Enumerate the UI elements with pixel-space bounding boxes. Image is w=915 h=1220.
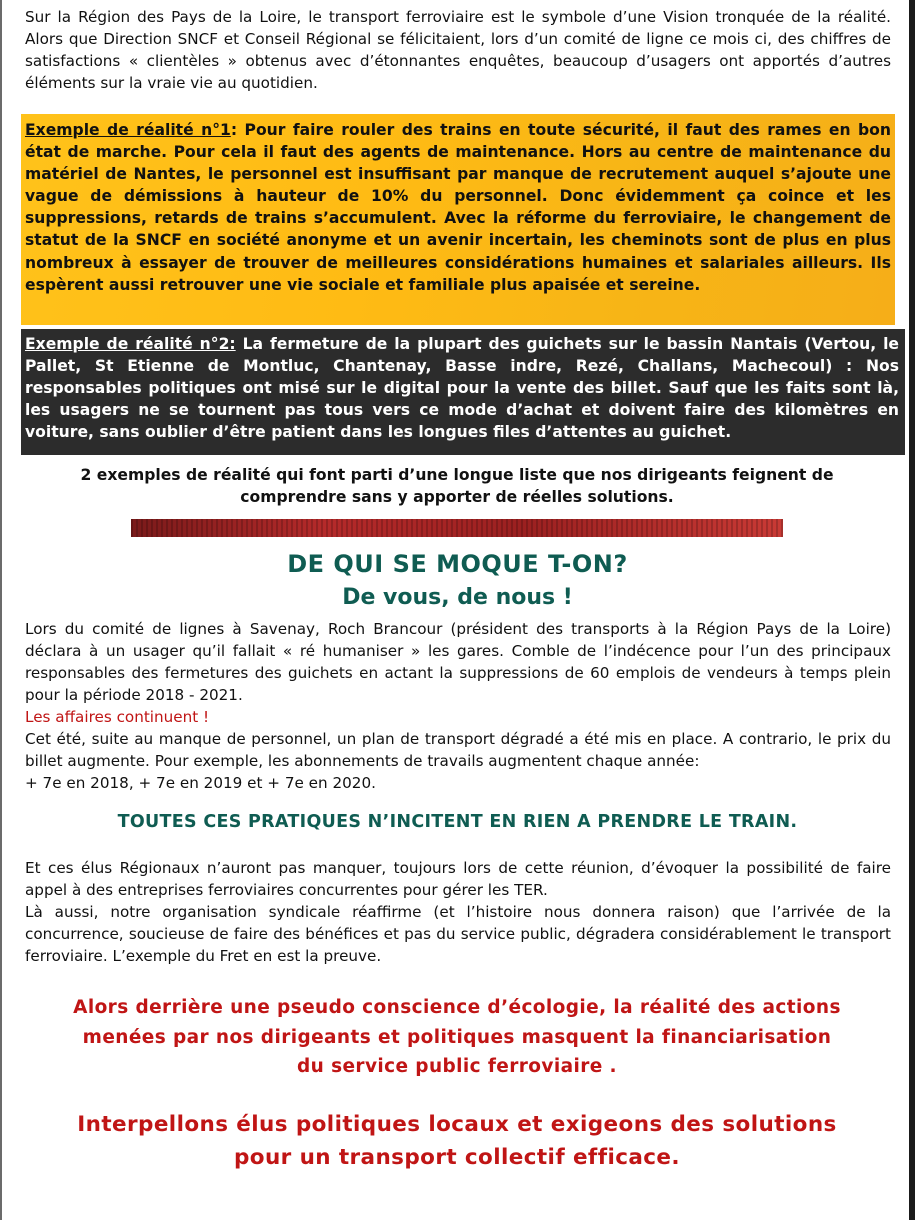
section-2 — [25, 857, 891, 967]
section-1-red-line: Les affaires continuent ! — [25, 708, 210, 726]
example-2-body: La fermeture de la plupart des guichets sur le bassin Nantais (Vertou, le Pallet, St Etienne de Montluc, Chantenay, Basse indre, Rezé, Challans, Machecoul) : Nos responsables politiques ont misé sur le digital pour la vente des billet. Sauf que les faits sont là, les usagers ne se tournent pas tous vers ce mode d’achat et doivent faire des kilomètres en voiture, sans oublier d’être patient dans les longues files d’attentes au guichet. — [25, 335, 899, 442]
call-line-1: Interpellons élus politiques locaux et exigeons des solutions — [77, 1112, 837, 1137]
left-border — [0, 0, 2, 1220]
example-2-box — [21, 329, 905, 455]
example-2-label: Exemple de réalité n°2: — [25, 335, 236, 353]
conclusion-text — [20, 993, 894, 1082]
summary-line-1: 2 exemples de réalité qui font parti d’une longue liste que nos dirigeants feignent de — [80, 466, 834, 484]
example-1-body: : Pour faire rouler des trains en toute sécurité, il faut des rames en bon état de marche. Pour cela il faut des agents de maintenance. Hors au centre de maintenance du matériel de Nantes, le personnel est insuffisant par manque de recrutement auquel s’ajoute une vague de démissions à hauteur de 10% du personnel. Donc évidemment ça coince et les suppressions, retards de trains s’accumulent. Avec la réforme du ferroviaire, le changement de statut de la SNCF en société anonyme et un avenir incertain, les cheminots sont de plus en plus nombreux à essayer de trouver de meilleures considérations humaines et salariales ailleurs. Ils espèrent aussi retrouver une vie sociale et familiale plus apaisée et sereine. — [25, 121, 891, 294]
decorative-red-banner — [131, 519, 783, 537]
right-border — [909, 0, 915, 1220]
slogan: TOUTES CES PRATIQUES N’INCITENT EN RIEN A PRENDRE LE TRAIN. — [117, 812, 798, 832]
section-2-paragraph-1: Et ces élus Régionaux n’auront pas manquer, toujours lors de cette réunion, d’évoquer la possibilité de faire appel à des entreprises ferroviaires concurrentes pour gérer les TER. — [25, 859, 891, 899]
example-1-text — [25, 119, 891, 296]
call-line-2: pour un transport collectif efficace. — [234, 1145, 680, 1170]
summary-line-2: comprendre sans y apporter de réelles solutions. — [240, 488, 674, 506]
call-to-action — [20, 1108, 894, 1174]
example-1-box — [21, 114, 895, 325]
intro-paragraph: Sur la Région des Pays de la Loire, le transport ferroviaire est le symbole d’une Vision tronquée de la réalité. Alors que Direction SNCF et Conseil Régional se félicitaient, lors d’un comité de ligne ce mois ci, des chiffres de satisfactions « clientèles » obtenus avec d’étonnantes enquêtes, beaucoup d’usagers ont apportés d’autres éléments sur la vraie vie au quotidien. — [25, 8, 891, 92]
section-1-paragraph-2: Cet été, suite au manque de personnel, un plan de transport dégradé a été mis en place. A contrario, le prix du billet augmente. Pour exemple, les abonnements de travails augmentent chaque année: — [25, 730, 891, 770]
section-1-prices: + 7e en 2018, + 7e en 2019 et + 7e en 2020. — [25, 774, 376, 792]
section-1 — [25, 618, 891, 794]
conclusion-line-2: menées par nos dirigeants et politiques masquent la financiarisation — [82, 1026, 832, 1048]
headline-subtitle: De vous, de nous ! — [342, 585, 573, 610]
conclusion-line-3: du service public ferroviaire . — [297, 1056, 617, 1077]
headline-title: DE QUI SE MOQUE T-ON? — [287, 550, 628, 578]
summary-text — [40, 464, 874, 508]
conclusion-line-1: Alors derrière une pseudo conscience d’écologie, la réalité des actions — [73, 997, 841, 1018]
section-2-paragraph-2: Là aussi, notre organisation syndicale réaffirme (et l’histoire nous donnera raison) que l’arrivée de la concurrence, soucieuse de faire des bénéfices et pas du service public, dégradera considérablement le transport ferroviaire. L’exemple du Fret en est la preuve. — [25, 903, 891, 965]
section-1-paragraph: Lors du comité de lignes à Savenay, Roch Brancour (président des transports à la Région Pays de la Loire) déclara à un usager qu’il fallait « ré humaniser » les gares. Comble de l’indécence pour l’un des principaux responsables des fermetures des guichets en actant la suppressions de 60 emplois de vendeurs à temps plein pour la période 2018 - 2021. — [25, 620, 891, 704]
example-2-text — [25, 333, 899, 443]
example-1-label: Exemple de réalité n°1 — [25, 121, 231, 139]
